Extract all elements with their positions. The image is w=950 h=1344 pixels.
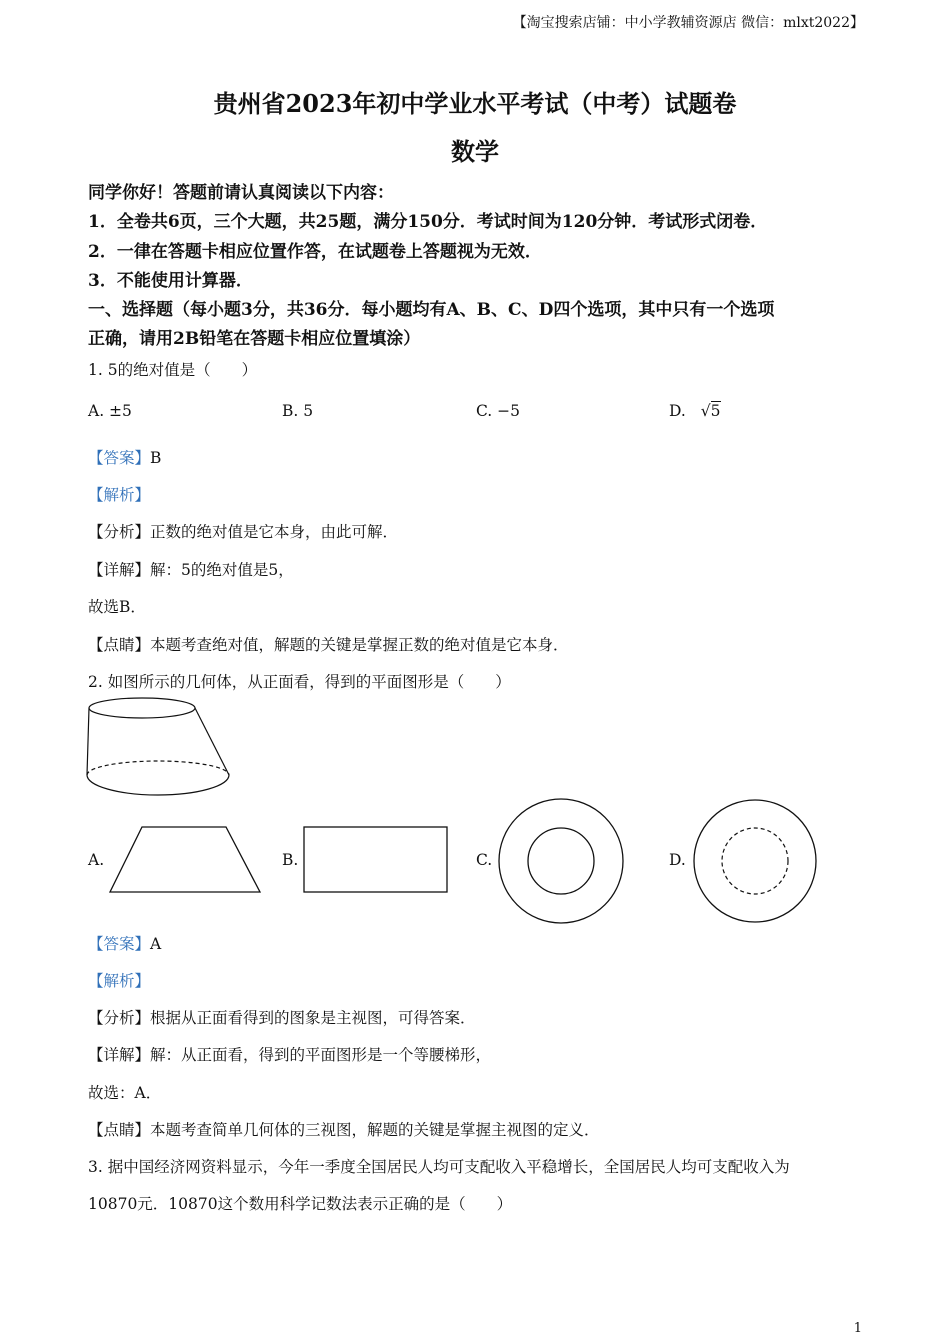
q2-stem: 2. 如图所示的几何体，从正面看，得到的平面图形是（ ）: [88, 673, 511, 691]
answer-tag: 【答案】: [88, 935, 151, 953]
q1-option-c: C. −5: [476, 402, 521, 420]
q1-analysis-tag: 【解析】: [88, 486, 151, 504]
sqrt-symbol: √: [700, 402, 711, 420]
instruction-item-3: 3．不能使用计算器．: [88, 271, 253, 291]
q2-analysis: 【分析】根据从正面看得到的图象是主视图，可得答案．: [88, 1009, 476, 1027]
q2-analysis-tag: 【解析】: [88, 972, 151, 990]
exam-title: 贵州省2023年初中学业水平考试（中考）试题卷: [213, 89, 737, 118]
q1-option-a: A. ±5: [88, 402, 132, 420]
q1-choose: 故选B．: [88, 598, 146, 616]
q2-detail: 【详解】解：从正面看，得到的平面图形是一个等腰梯形，: [88, 1046, 492, 1064]
q2-label-d: D.: [669, 851, 686, 869]
q1-option-b: B. 5: [282, 402, 314, 420]
q2-option-c-concentric-circles: [497, 797, 625, 925]
page-header: 【淘宝搜索店铺：中小学教辅资源店 微信：mlxt2022】: [512, 15, 864, 31]
q2-option-d-circles-dashed: [692, 798, 818, 924]
instruction-item-2: 2．一律在答题卡相应位置作答，在试题卷上答题视为无效．: [88, 242, 542, 262]
instruction-item-1: 1．全卷共6页，三个大题，共25题，满分150分．考试时间为120分钟．考试形式闭卷．: [88, 212, 768, 232]
q1-stem: 1. 5的绝对值是（ ）: [88, 361, 258, 379]
q2-label-a: A.: [88, 851, 105, 869]
q1-answer: [88, 446, 161, 468]
q2-label-b: B.: [282, 851, 299, 869]
q1-comment: 【点睛】本题考查绝对值，解题的关键是掌握正数的绝对值是它本身．: [88, 636, 569, 654]
frustum-figure: [85, 695, 235, 800]
q3-stem-line1: 3. 据中国经济网资料显示，今年一季度全国居民人均可支配收入平稳增长，全国居民人均可支配收入为: [88, 1158, 790, 1176]
q2-answer: [88, 932, 161, 954]
q1-answer-value: B: [150, 449, 162, 467]
q1-option-d-label: D.: [669, 402, 686, 420]
q1-detail: 【详解】解：5的绝对值是5，: [88, 561, 294, 579]
q2-choose: 故选：A．: [88, 1084, 162, 1102]
q2-comment: 【点睛】本题考查简单几何体的三视图，解题的关键是掌握主视图的定义．: [88, 1121, 600, 1139]
q1-analysis: 【分析】正数的绝对值是它本身，由此可解．: [88, 523, 399, 541]
instructions-intro: 同学你好！答题前请认真阅读以下内容：: [88, 183, 394, 203]
q2-label-c: C.: [476, 851, 493, 869]
section-heading-line1: 一、选择题（每小题3分，共36分．每小题均有A、B、C、D四个选项，其中只有一个选项: [88, 300, 775, 320]
answer-tag: 【答案】: [88, 449, 151, 467]
q1-option-d: [669, 402, 721, 420]
q2-option-b-rectangle: [303, 826, 449, 894]
q3-stem-line2: 10870元．10870这个数用科学记数法表示正确的是（ ）: [88, 1195, 513, 1213]
subject-title: 数学: [451, 137, 499, 166]
q1-option-d-radicand: 5: [710, 402, 721, 420]
page-number: 1: [853, 1321, 862, 1336]
section-heading-line2: 正确，请用2B铅笔在答题卡相应位置填涂）: [88, 329, 421, 349]
q2-option-a-trapezoid: [108, 825, 263, 895]
q2-answer-value: A: [150, 935, 162, 953]
